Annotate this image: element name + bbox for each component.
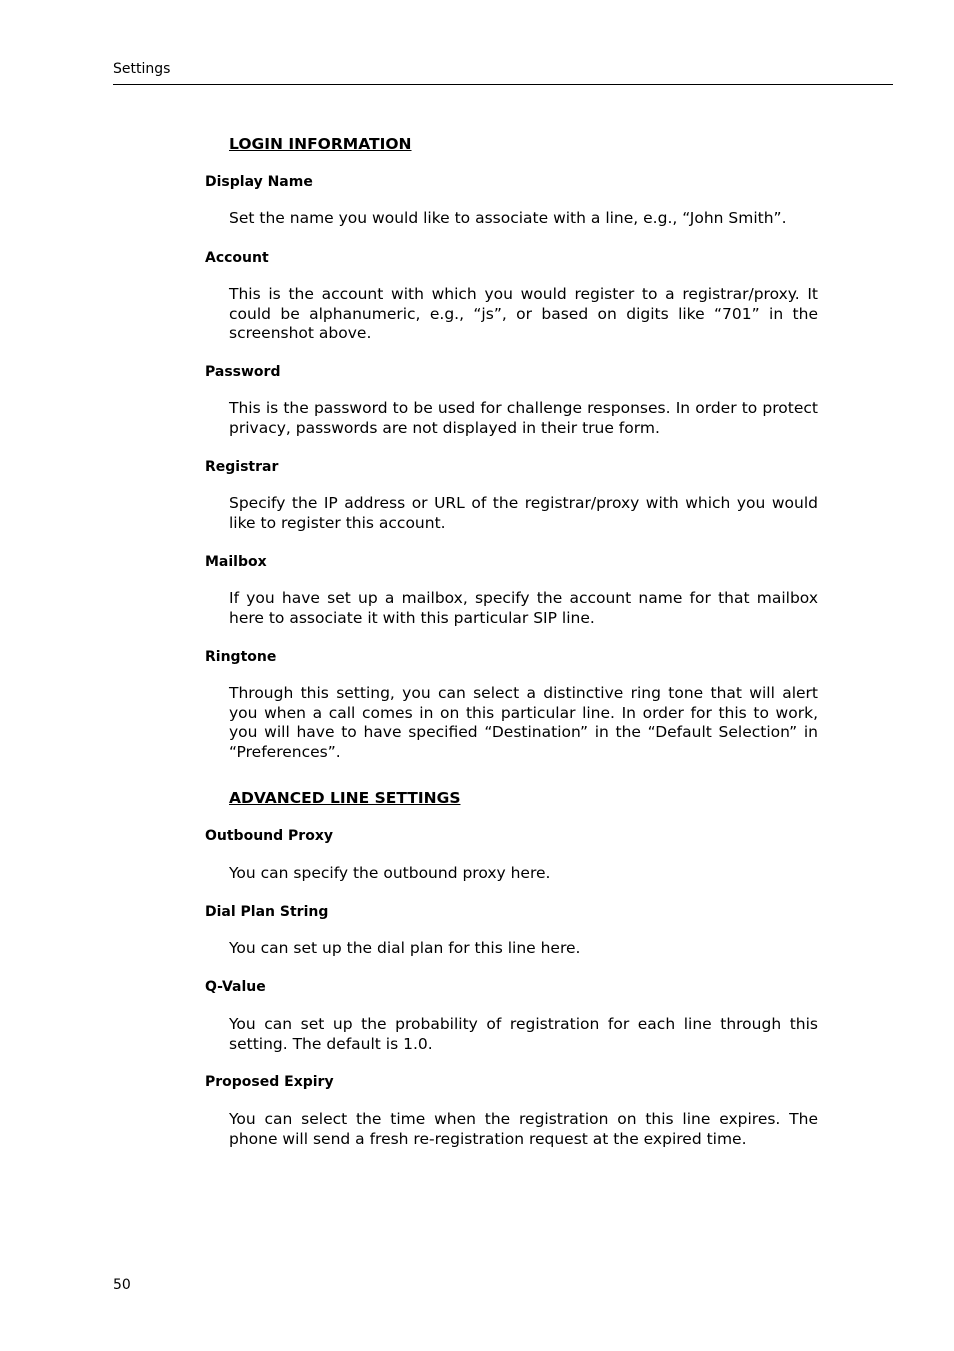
section-heading-login-information: LOGIN INFORMATION xyxy=(229,135,412,153)
field-description-mailbox: If you have set up a mailbox, specify the account name for that mailbox here to associate it with this particular SIP line. xyxy=(229,589,818,627)
field-description-dial-plan-string: You can set up the dial plan for this line here. xyxy=(229,939,581,957)
field-label-outbound-proxy: Outbound Proxy xyxy=(205,828,333,844)
page-number: 50 xyxy=(113,1277,131,1293)
running-title: Settings xyxy=(113,61,171,77)
field-label-registrar: Registrar xyxy=(205,459,279,475)
field-label-proposed-expiry: Proposed Expiry xyxy=(205,1074,334,1090)
field-label-dial-plan-string: Dial Plan String xyxy=(205,904,329,920)
field-description-display-name: Set the name you would like to associate with a line, e.g., “John Smith”. xyxy=(229,209,787,227)
field-description-ringtone: Through this setting, you can select a distinctive ring tone that will alert you when a call comes in on this particular line. In order for this to work, you will have to have specified “Destination” in the “Default Selection” in “Preferences”. xyxy=(229,684,818,761)
field-label-mailbox: Mailbox xyxy=(205,554,267,570)
header-divider xyxy=(113,84,893,85)
field-description-account: This is the account with which you would register to a registrar/proxy. It could be alphanumeric, e.g., “js”, or based on digits like “701” in the screenshot above. xyxy=(229,285,818,343)
field-label-q-value: Q-Value xyxy=(205,979,266,995)
field-label-account: Account xyxy=(205,250,269,266)
field-description-outbound-proxy: You can specify the outbound proxy here. xyxy=(229,864,551,882)
field-label-display-name: Display Name xyxy=(205,174,313,190)
field-description-proposed-expiry: You can select the time when the registration on this line expires. The phone will send a fresh re-registration request at the expired time. xyxy=(229,1110,818,1148)
field-label-password: Password xyxy=(205,364,281,380)
field-description-password: This is the password to be used for challenge responses. In order to protect privacy, passwords are not displayed in their true form. xyxy=(229,399,818,437)
field-description-q-value: You can set up the probability of registration for each line through this setting. The default is 1.0. xyxy=(229,1015,818,1053)
field-label-ringtone: Ringtone xyxy=(205,649,277,665)
section-heading-advanced-line-settings: ADVANCED LINE SETTINGS xyxy=(229,789,461,807)
field-description-registrar: Specify the IP address or URL of the registrar/proxy with which you would like to register this account. xyxy=(229,494,818,532)
